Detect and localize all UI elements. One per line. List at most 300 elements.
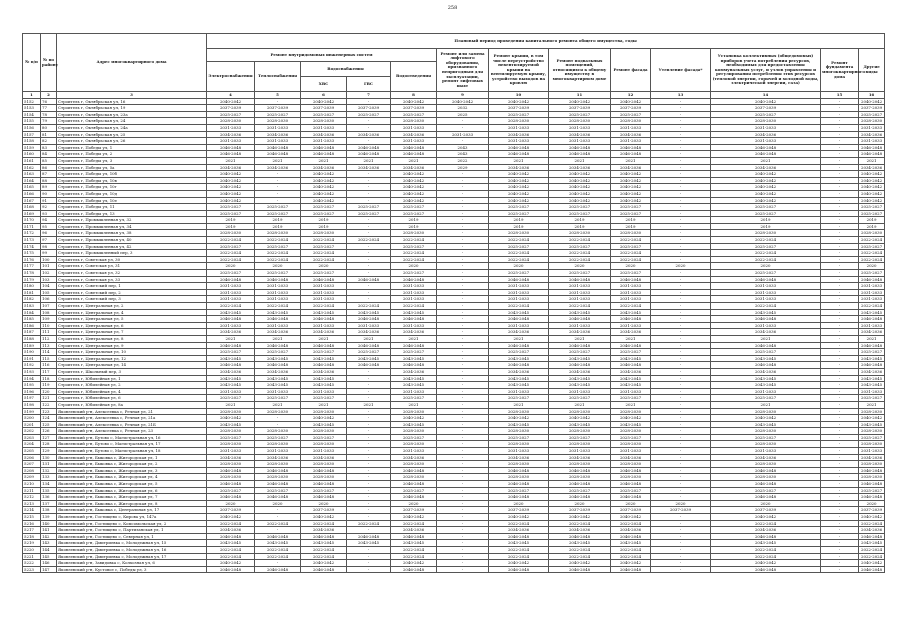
year-cell: - bbox=[437, 256, 489, 263]
year-cell: 2022-2024 bbox=[301, 520, 347, 527]
address-cell: Строитель г, Октябрьская ул, 24 bbox=[57, 118, 207, 125]
year-cell: - bbox=[651, 111, 711, 118]
address-cell: Яковлевский р-н, Быковка с, Жигородская ул, 7 bbox=[57, 494, 207, 501]
year-cell: 2040-2042 bbox=[207, 171, 255, 178]
table-row bbox=[23, 408, 885, 415]
table-row bbox=[23, 500, 885, 507]
year-cell: 2028-2030 bbox=[549, 461, 611, 468]
year-cell: - bbox=[821, 296, 859, 303]
year-cell: 2019 bbox=[711, 223, 821, 230]
address-cell: Строитель г, Центральная ул, 10 bbox=[57, 349, 207, 356]
year-cell: 2022-2024 bbox=[207, 520, 255, 527]
year-cell: - bbox=[347, 461, 391, 468]
year-cell: 2046-2048 bbox=[711, 316, 821, 323]
year-cell: - bbox=[651, 540, 711, 547]
year-cell: 2034-2036 bbox=[549, 329, 611, 336]
year-cell: 2046-2048 bbox=[255, 342, 301, 349]
year-cell: - bbox=[437, 197, 489, 204]
year-cell: 2031-2033 bbox=[489, 138, 549, 145]
year-cell: 2046-2048 bbox=[347, 533, 391, 540]
year-cell: 2031-2033 bbox=[859, 322, 885, 329]
number-cell: 5192 bbox=[23, 362, 41, 369]
year-cell: 2025-2027 bbox=[611, 243, 651, 250]
year-cell: 2040-2042 bbox=[391, 560, 437, 567]
year-cell: - bbox=[437, 223, 489, 230]
year-cell: - bbox=[347, 514, 391, 521]
year-cell: 2040-2042 bbox=[391, 98, 437, 105]
year-cell: 2043-2045 bbox=[207, 309, 255, 316]
address-cell: Яковлевский р-н, Гостищево с, Партизанская ул, 1 bbox=[57, 527, 207, 534]
address-cell: Строитель г, Центральная ул, 6 bbox=[57, 322, 207, 329]
year-cell: 2025-2027 bbox=[255, 270, 301, 277]
address-cell: Строитель г, Советская ул, 30 bbox=[57, 256, 207, 263]
year-cell: 2025-2027 bbox=[207, 349, 255, 356]
year-cell: - bbox=[255, 527, 301, 534]
year-cell: - bbox=[651, 124, 711, 131]
year-cell: 2046-2048 bbox=[301, 342, 347, 349]
year-cell: - bbox=[821, 309, 859, 316]
number-cell: 5189 bbox=[23, 342, 41, 349]
year-cell: 2043-2045 bbox=[489, 309, 549, 316]
year-cell: - bbox=[651, 329, 711, 336]
year-cell: 2040-2042 bbox=[711, 514, 821, 521]
year-cell: 2040-2042 bbox=[301, 197, 347, 204]
address-cell: Строитель г, Промышленная ул, 42 bbox=[57, 243, 207, 250]
year-cell: - bbox=[347, 184, 391, 191]
year-cell: 2025-2027 bbox=[549, 243, 611, 250]
year-cell: 2022-2024 bbox=[549, 553, 611, 560]
year-cell: 2025-2027 bbox=[301, 434, 347, 441]
year-cell: 2043-2045 bbox=[611, 382, 651, 389]
year-cell: 2028-2030 bbox=[549, 474, 611, 481]
table-row bbox=[23, 217, 885, 224]
year-cell: 2040-2042 bbox=[489, 184, 549, 191]
year-cell: 2031-2033 bbox=[255, 296, 301, 303]
year-cell: 2043-2045 bbox=[549, 375, 611, 382]
year-cell: - bbox=[651, 527, 711, 534]
year-cell: 2034-2036 bbox=[859, 329, 885, 336]
year-cell: 2031-2033 bbox=[255, 448, 301, 455]
number-cell: 5163 bbox=[23, 171, 41, 178]
year-cell: - bbox=[437, 362, 489, 369]
year-cell: 2031-2033 bbox=[711, 283, 821, 290]
year-cell: - bbox=[651, 382, 711, 389]
table-row bbox=[23, 560, 885, 567]
number-cell: 85 bbox=[41, 157, 57, 164]
number-cell: 124 bbox=[41, 415, 57, 422]
year-cell: 2025-2027 bbox=[859, 210, 885, 217]
address-cell: Строитель г, Октябрьская ул, 19 bbox=[57, 105, 207, 112]
year-cell: - bbox=[651, 190, 711, 197]
year-cell: 2040-2042 bbox=[859, 171, 885, 178]
year-cell: - bbox=[347, 289, 391, 296]
year-cell: 2031-2033 bbox=[255, 388, 301, 395]
year-cell: - bbox=[821, 197, 859, 204]
year-cell: 2043 bbox=[437, 151, 489, 158]
year-cell: 2025-2027 bbox=[489, 395, 549, 402]
year-cell: 2040-2042 bbox=[549, 171, 611, 178]
year-cell: - bbox=[821, 230, 859, 237]
year-cell: 2046-2048 bbox=[711, 481, 821, 488]
address-cell: Яковлевский р-н, Гостищево с, Северная ул, 1 bbox=[57, 533, 207, 540]
year-cell: 2022-2024 bbox=[347, 303, 391, 310]
address-cell: Строитель г, Центральная ул, 14 bbox=[57, 362, 207, 369]
year-cell: 2037-2039 bbox=[391, 105, 437, 112]
year-cell: 2025-2027 bbox=[255, 487, 301, 494]
year-cell: 2046-2048 bbox=[611, 566, 651, 573]
year-cell: 2031-2033 bbox=[489, 296, 549, 303]
year-cell: 2031-2033 bbox=[859, 296, 885, 303]
year-cell: - bbox=[437, 250, 489, 257]
year-cell: 2028-2030 bbox=[301, 441, 347, 448]
table-row bbox=[23, 237, 885, 244]
year-cell: 2040-2042 bbox=[207, 190, 255, 197]
year-cell: 2040-2042 bbox=[611, 514, 651, 521]
year-cell: - bbox=[651, 487, 711, 494]
number-cell: 5175 bbox=[23, 250, 41, 257]
year-cell: 2025-2027 bbox=[255, 111, 301, 118]
header-electricity: Электроснабжения bbox=[207, 62, 255, 92]
year-cell: 2034-2036 bbox=[711, 329, 821, 336]
year-cell: 2022-2024 bbox=[611, 237, 651, 244]
number-cell: 5193 bbox=[23, 368, 41, 375]
year-cell: - bbox=[437, 349, 489, 356]
year-cell: 2040-2042 bbox=[611, 184, 651, 191]
number-cell: 114 bbox=[41, 349, 57, 356]
number-cell: 101 bbox=[41, 263, 57, 270]
year-cell: 2028-2030 bbox=[207, 461, 255, 468]
table-row bbox=[23, 184, 885, 191]
number-cell: 82 bbox=[41, 138, 57, 145]
year-cell: 2025-2027 bbox=[489, 243, 549, 250]
number-cell: 5181 bbox=[23, 289, 41, 296]
number-cell: 5152 bbox=[23, 98, 41, 105]
year-cell: 2022-2024 bbox=[391, 237, 437, 244]
year-cell: 2043-2045 bbox=[207, 540, 255, 547]
year-cell: - bbox=[347, 494, 391, 501]
year-cell: 2028-2030 bbox=[549, 230, 611, 237]
year-cell: 2028-2030 bbox=[611, 441, 651, 448]
year-cell: 2040-2042 bbox=[859, 98, 885, 105]
address-cell: Строитель г, Промышленный пер, 3 bbox=[57, 250, 207, 257]
number-cell: 103 bbox=[41, 276, 57, 283]
address-cell: Яковлевский р-н, Быковка с, Жигородская ул, 4 bbox=[57, 474, 207, 481]
year-cell: 2028-2030 bbox=[207, 441, 255, 448]
number-cell: 106 bbox=[41, 296, 57, 303]
number-cell: 5178 bbox=[23, 270, 41, 277]
address-cell: Строитель г, Юбилейная ул, 4 bbox=[57, 388, 207, 395]
year-cell: - bbox=[821, 98, 859, 105]
year-cell: 2022-2024 bbox=[255, 553, 301, 560]
year-cell: - bbox=[651, 157, 711, 164]
year-cell: 2034-2036 bbox=[549, 368, 611, 375]
number-cell: 5176 bbox=[23, 256, 41, 263]
address-cell: Яковлевский р-н, Гостищево с, Комсомольская ул, 2 bbox=[57, 520, 207, 527]
year-cell: - bbox=[651, 421, 711, 428]
year-cell: 2046-2048 bbox=[301, 151, 347, 158]
year-cell: 2043-2045 bbox=[611, 309, 651, 316]
year-cell: 2022-2024 bbox=[549, 237, 611, 244]
year-cell: - bbox=[821, 401, 859, 408]
number-cell: 108 bbox=[41, 309, 57, 316]
year-cell: 2028-2030 bbox=[489, 474, 549, 481]
year-cell: 2043-2045 bbox=[301, 421, 347, 428]
year-cell: - bbox=[821, 540, 859, 547]
year-cell: 2040-2042 bbox=[711, 177, 821, 184]
year-cell: 2022-2024 bbox=[301, 250, 347, 257]
year-cell: - bbox=[821, 184, 859, 191]
year-cell: 2031-2033 bbox=[711, 388, 821, 395]
address-cell: Строитель г, Юбилейная ул, 1 bbox=[57, 375, 207, 382]
year-cell: - bbox=[651, 349, 711, 356]
year-cell: 2031-2033 bbox=[859, 138, 885, 145]
year-cell: - bbox=[437, 230, 489, 237]
year-cell: 2028-2030 bbox=[489, 118, 549, 125]
year-cell: 2025-2027 bbox=[549, 349, 611, 356]
year-cell: 2046-2048 bbox=[347, 144, 391, 151]
column-number: 8 bbox=[391, 92, 437, 99]
number-cell: 133 bbox=[41, 474, 57, 481]
year-cell: 2031-2033 bbox=[391, 289, 437, 296]
table-row bbox=[23, 230, 885, 237]
year-cell: 2046-2048 bbox=[391, 151, 437, 158]
number-cell: 140 bbox=[41, 520, 57, 527]
number-cell: 5165 bbox=[23, 184, 41, 191]
year-cell: - bbox=[821, 375, 859, 382]
year-cell: 2046-2048 bbox=[255, 566, 301, 573]
year-cell: - bbox=[651, 355, 711, 362]
year-cell: - bbox=[651, 303, 711, 310]
year-cell: 2031-2033 bbox=[549, 289, 611, 296]
year-cell: 2020 bbox=[301, 263, 347, 270]
address-cell: Яковлевский р-н, Алексеевка с, Речная ул, 21 bbox=[57, 408, 207, 415]
year-cell: 2028-2030 bbox=[711, 118, 821, 125]
year-cell: 2028-2030 bbox=[711, 461, 821, 468]
table-row bbox=[23, 289, 885, 296]
table-row bbox=[23, 481, 885, 488]
year-cell: 2025-2027 bbox=[207, 243, 255, 250]
year-cell: - bbox=[437, 408, 489, 415]
year-cell: 2040-2042 bbox=[611, 177, 651, 184]
year-cell: - bbox=[347, 256, 391, 263]
table-row bbox=[23, 250, 885, 257]
year-cell: 2046-2048 bbox=[391, 467, 437, 474]
table-row bbox=[23, 144, 885, 151]
year-cell: 2031-2033 bbox=[301, 296, 347, 303]
number-cell: 5203 bbox=[23, 434, 41, 441]
address-cell: Яковлевский р-н, Быковка с, Жигородская ул, 2 bbox=[57, 461, 207, 468]
year-cell: 2022-2024 bbox=[255, 237, 301, 244]
year-cell: 2040-2042 bbox=[207, 98, 255, 105]
year-cell: 2022-2024 bbox=[859, 553, 885, 560]
year-cell: 2028-2030 bbox=[611, 118, 651, 125]
year-cell: 2021 bbox=[711, 401, 821, 408]
address-cell: Строитель г, Промышленная ул, 40 bbox=[57, 237, 207, 244]
year-cell: - bbox=[651, 494, 711, 501]
table-row bbox=[23, 553, 885, 560]
table-row bbox=[23, 520, 885, 527]
year-cell: 2031-2033 bbox=[255, 138, 301, 145]
year-cell: 2043-2045 bbox=[711, 540, 821, 547]
year-cell: 2034-2036 bbox=[301, 527, 347, 534]
year-cell: 2031-2033 bbox=[489, 283, 549, 290]
year-cell: 2043-2045 bbox=[489, 540, 549, 547]
year-cell: 2022-2024 bbox=[711, 520, 821, 527]
year-cell: - bbox=[437, 375, 489, 382]
number-cell: 5207 bbox=[23, 461, 41, 468]
header-planned-period: Плановый период проведения капитального ремонта общего имущества, годы bbox=[207, 34, 885, 49]
year-cell: 2028-2030 bbox=[301, 461, 347, 468]
header-basement: Ремонт подвальных помещений, относящихся к общему имуществу в многоквартирном доме bbox=[549, 49, 611, 92]
year-cell: 2034-2036 bbox=[391, 329, 437, 336]
number-cell: 83 bbox=[41, 144, 57, 151]
year-cell: 2028-2030 bbox=[549, 408, 611, 415]
year-cell: - bbox=[347, 118, 391, 125]
table-row bbox=[23, 382, 885, 389]
year-cell: - bbox=[437, 118, 489, 125]
year-cell: 2022-2024 bbox=[489, 520, 549, 527]
year-cell: 2025-2027 bbox=[301, 204, 347, 211]
year-cell: 2028-2030 bbox=[489, 441, 549, 448]
year-cell: 2040-2042 bbox=[711, 190, 821, 197]
table-row bbox=[23, 197, 885, 204]
year-cell: - bbox=[437, 303, 489, 310]
address-cell: Строитель г, Центральная ул, 5 bbox=[57, 316, 207, 323]
table-row bbox=[23, 276, 885, 283]
year-cell: 2022-2024 bbox=[391, 546, 437, 553]
number-cell: 141 bbox=[41, 527, 57, 534]
year-cell: 2031-2033 bbox=[391, 296, 437, 303]
year-cell: 2028-2030 bbox=[207, 408, 255, 415]
year-cell: 2046-2048 bbox=[489, 494, 549, 501]
address-cell: Строитель г, Победы ул, 10в bbox=[57, 177, 207, 184]
address-cell: Яковлевский р-н, Алексеевка с, Речная ул, 23 bbox=[57, 428, 207, 435]
year-cell: - bbox=[821, 382, 859, 389]
year-cell: - bbox=[651, 309, 711, 316]
year-cell: - bbox=[437, 434, 489, 441]
number-cell: 5185 bbox=[23, 316, 41, 323]
year-cell: 2020 bbox=[301, 500, 347, 507]
header-meters: Установка коллективных (общедомовых) приборов учета потребления ресурсов, необходимых для предоставления коммунальных услуг, и узлов управления и регулирования потребления этих ресурсов (тепловой энергии, горячей и холодной воды, электрической энергии, газа) bbox=[711, 49, 821, 92]
year-cell: 2022-2024 bbox=[207, 250, 255, 257]
year-cell: - bbox=[821, 250, 859, 257]
address-cell: Строитель г, Октябрьская ул, 26 bbox=[57, 138, 207, 145]
year-cell: 2025-2027 bbox=[391, 349, 437, 356]
column-number: 14 bbox=[711, 92, 821, 99]
year-cell: 2046-2048 bbox=[859, 342, 885, 349]
address-cell: Строитель г, Школьный пер, 3 bbox=[57, 368, 207, 375]
year-cell: - bbox=[821, 421, 859, 428]
number-cell: 5177 bbox=[23, 263, 41, 270]
year-cell: 2025-2027 bbox=[859, 243, 885, 250]
address-cell: Строитель г, Советский пер, 1 bbox=[57, 283, 207, 290]
number-cell: 5195 bbox=[23, 382, 41, 389]
year-cell: - bbox=[437, 527, 489, 534]
year-cell: 2046-2048 bbox=[255, 467, 301, 474]
year-cell: 2022-2024 bbox=[859, 303, 885, 310]
year-cell: 2031-2033 bbox=[611, 124, 651, 131]
year-cell: - bbox=[437, 566, 489, 573]
address-cell: Яковлевский р-н, Алексеевка с, Речная ул, 21Б bbox=[57, 421, 207, 428]
year-cell: 2020 bbox=[549, 500, 611, 507]
year-cell: 2025-2027 bbox=[859, 270, 885, 277]
year-cell: 2046-2048 bbox=[301, 467, 347, 474]
year-cell: - bbox=[651, 454, 711, 461]
year-cell: - bbox=[651, 461, 711, 468]
year-cell: 2040-2042 bbox=[711, 197, 821, 204]
table-row bbox=[23, 368, 885, 375]
year-cell: 2043-2045 bbox=[611, 355, 651, 362]
year-cell: - bbox=[821, 223, 859, 230]
year-cell: - bbox=[437, 382, 489, 389]
year-cell: 2029 bbox=[437, 164, 489, 171]
year-cell: 2040-2042 bbox=[207, 184, 255, 191]
table-row bbox=[23, 316, 885, 323]
number-cell: 109 bbox=[41, 316, 57, 323]
year-cell: 2034-2036 bbox=[489, 454, 549, 461]
year-cell: 2043-2045 bbox=[549, 540, 611, 547]
table-row bbox=[23, 401, 885, 408]
year-cell: 2040-2042 bbox=[549, 560, 611, 567]
number-cell: 5191 bbox=[23, 355, 41, 362]
number-cell: 97 bbox=[41, 237, 57, 244]
year-cell: - bbox=[437, 546, 489, 553]
year-cell: 2034-2036 bbox=[611, 454, 651, 461]
year-cell: - bbox=[255, 560, 301, 567]
year-cell: 2028-2030 bbox=[255, 118, 301, 125]
year-cell: 2031-2033 bbox=[301, 448, 347, 455]
address-cell: Яковлевский р-н, Быковка с, Жигородская ул, 1 bbox=[57, 454, 207, 461]
year-cell: 2034-2036 bbox=[347, 131, 391, 138]
year-cell: 2019 bbox=[859, 217, 885, 224]
header-facade-warming: Утепление фасада* bbox=[651, 49, 711, 92]
year-cell: - bbox=[821, 395, 859, 402]
year-cell: 2019 bbox=[611, 223, 651, 230]
year-cell: 2040-2042 bbox=[611, 190, 651, 197]
year-cell: 2025-2027 bbox=[549, 111, 611, 118]
year-cell: 2022-2024 bbox=[207, 546, 255, 553]
year-cell: - bbox=[651, 434, 711, 441]
year-cell: 2046-2048 bbox=[859, 316, 885, 323]
year-cell: 2043-2045 bbox=[859, 540, 885, 547]
year-cell: 2034-2036 bbox=[549, 454, 611, 461]
year-cell: - bbox=[821, 454, 859, 461]
number-cell: 5153 bbox=[23, 105, 41, 112]
year-cell: 2037-2039 bbox=[347, 105, 391, 112]
address-cell: Строитель г, Промышленная ул, 38 bbox=[57, 230, 207, 237]
year-cell: 2031-2033 bbox=[859, 388, 885, 395]
year-cell: - bbox=[437, 388, 489, 395]
number-cell: 127 bbox=[41, 434, 57, 441]
year-cell: - bbox=[347, 481, 391, 488]
year-cell: 2028-2030 bbox=[391, 428, 437, 435]
year-cell: 2043-2045 bbox=[255, 382, 301, 389]
year-cell: - bbox=[255, 514, 301, 521]
year-cell: 2031-2033 bbox=[611, 322, 651, 329]
year-cell: 2020 bbox=[859, 263, 885, 270]
year-cell: 2043-2045 bbox=[859, 355, 885, 362]
year-cell: - bbox=[651, 204, 711, 211]
table-row bbox=[23, 270, 885, 277]
year-cell: - bbox=[821, 546, 859, 553]
year-cell: 2025-2027 bbox=[611, 270, 651, 277]
year-cell: 2020 bbox=[207, 263, 255, 270]
year-cell: 2031-2033 bbox=[207, 289, 255, 296]
year-cell: - bbox=[437, 401, 489, 408]
year-cell: 2025-2027 bbox=[859, 349, 885, 356]
year-cell: 2046-2048 bbox=[711, 566, 821, 573]
address-cell: Яковлевский р-н, Кустовое с, Победы ул, 3 bbox=[57, 566, 207, 573]
